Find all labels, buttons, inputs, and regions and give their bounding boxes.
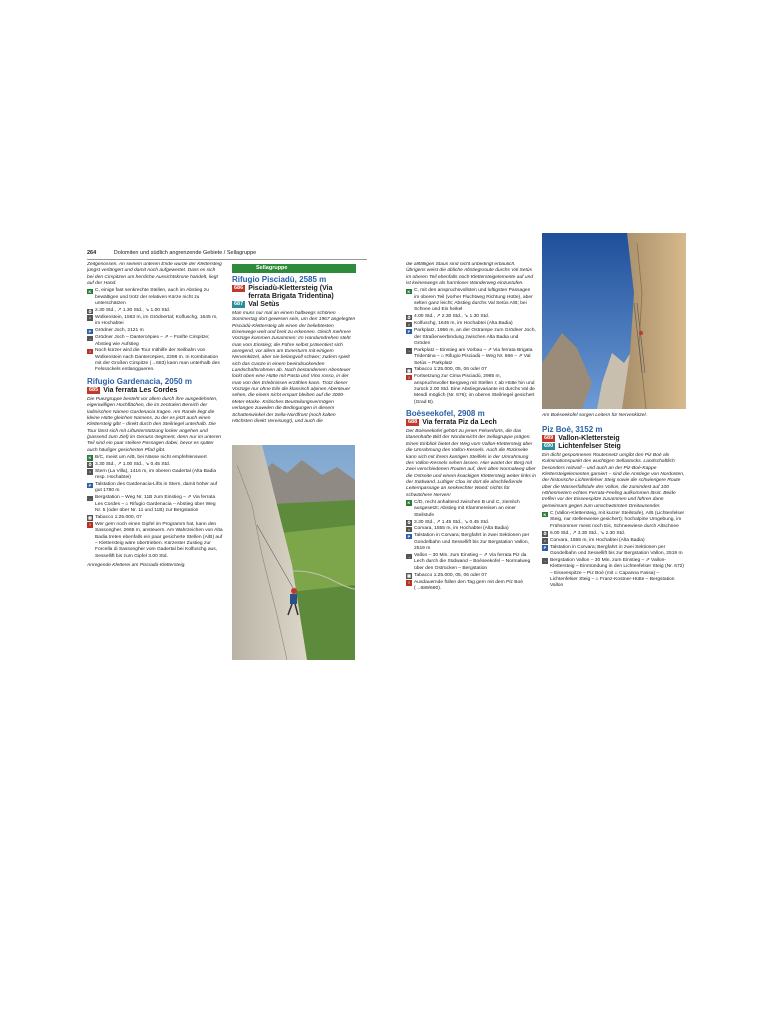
time-icon: ⏱ (407, 520, 411, 526)
map-icon: ▦ (88, 515, 92, 521)
info-map: Tabacco 1:25.000, 07 (95, 514, 142, 520)
info-route: Bergstation Vallon – 30 Min. zum Einstieg – ⇗ Vallon-Klettersteig – Einmündung in den Lichtenfelser Steig (Nr. 672) – Eisseespitze – Piz Boè (mit ⌂ Capanna Fassa) – Lichtenfelser Steig – ⌂ Franz-Kostner-Hütte – Bergstation Vallon (550, 557, 685, 589)
right-page (396, 247, 686, 667)
info-tip: Noch kürzer wird die Tour mithilfe der Seilbahn von Wolkenstein nach Dantercëpies, 2298 m. In Kombination mit der Großen Cirspitze (→683) kann man unterhalb des Felssockels entlanggueren. (95, 348, 220, 373)
time-icon: ⏱ (543, 531, 547, 537)
info-time: 3.30 Std., ↗ 1.45 Std., ↘ 0.45 Std. (414, 519, 490, 525)
route-name: Via ferrata Piz da Lech (422, 419, 497, 427)
route-number-badge: 690 (544, 443, 554, 449)
info-difficulty: B/C, meist um A/B, bei Nässe nicht empfehlenswert (95, 454, 207, 460)
info-route: Bergstation – Weg Nr. 11B zum Einstieg – ⇗ Via ferrata Les Cordes – ⌂ Rifugio Gardenacia – Abstieg über Weg Nr. 5 (oder über Nr. 11 und 11B) zur Bergstation (95, 495, 216, 514)
running-head-title: Dolomiten und südlich angrenzende Gebiete / Sellagruppe (113, 250, 257, 256)
info-parking: Grödner Joch, 2121 m (95, 328, 144, 334)
left-column-1 (87, 262, 223, 667)
info-start: Stern (La Villa), 1416 m, im oberen Gadertal (Alta Badia resp. Hochabtei) (95, 468, 217, 481)
climber-photo-image (232, 445, 355, 660)
parking-icon: P (543, 545, 547, 551)
route-name: Vallon-Klettersteig (558, 435, 620, 442)
time-icon: ⏱ (88, 308, 92, 314)
route-description: Die Puezgruppe besteht vor allem durch ihre ausgedehnten, eigenwilligen Hochflächen, die im zentralen Bereich der ladinischen Namen Gardenacia tragen. Am Rande liegt die kleine Hütte gleichen Namens, zu der es jetzt auch einen Klettersteig gibt – direkt durch den Steilriegel unterhalb. Die Tour lässt sich mit Liftunterstützung locker angehen und (passend zum Ziel) im Genuss-Segment, denn nur im unteren Teil sind ein paar steilere Passagen dabei, bevor es später auch häufiger gesicherten Pfad gibt. (87, 396, 222, 453)
tip-icon: ! (406, 580, 412, 586)
parking-icon: P (407, 533, 411, 539)
parking-icon: P (88, 482, 92, 488)
route-description: Der Boèseekofel gehört zu jenen Felsenforts, die das titanenhafte Bild der Nordansicht der Sellagruppe prägen. Einen Einblick bietet der Weg vom Vallon-Klettersteig über die Umrahmung des Vallon-Kessels. Auch die Rückseite kann sich mit ihrem kantigen Steilfels in der Umrahmung des Vallon-Kessels sehen lassen. Hier wartet der Berg mit zwei verschiedenen Routen auf, dem alten Normalweg über die Ostseite und einem knackigen Klettersteig weiter links in der Südwand. Luftiger Clou ist dort die abschließende Leiternpassage an senkrechter Wand: nichts für schwächere Nerven! (406, 429, 536, 498)
start-icon: ⌂ (88, 315, 92, 321)
route-number-badge: 689 (544, 435, 554, 441)
difficulty-icon: K (407, 500, 411, 506)
info-map: Tabacco 1:25.000, 05, 06 oder 07 (414, 572, 487, 578)
right-column-2 (542, 425, 686, 667)
route-name: Via ferrata Les Cordes (103, 386, 178, 394)
tip-icon: ! (87, 522, 93, 528)
info-route: Parkplatz – Einstieg am Vorbau – ⇗ Via ferrata Brigata Tridentina – ⌂ Rifugio Pisciadù – Weg Nr. 666 – ⇗ Val Setùs – Parkplatz (414, 347, 533, 366)
route-icon: → (88, 335, 92, 341)
route-description: Ein dicht gesponnenes Routennetz umgibt den Piz Boè als Kulminationspunkt des wuchtigen Sellastocks. Landschaftlich besonders reizvoll – und auch an der Piz-Boè-Kappe Klettersteigelementen garniert – sind die Anstiege von Nordosten, der historische Lichtenfelser Steig sowie die schwierigere Route über die Wasserfallstufe des Vallon, die zumindest auf 100 Höhenmetern echtes Ferrata-Feeling aufkommen lässt. Beide treffen vor der Eisseespitze zusammen und führen dann gemeinsam gegen zum umschwärmten Dreitausender. (542, 453, 685, 509)
photo-caption: Am Boèseekofel sorgen Leitern für Nervenkitzel. (542, 413, 647, 418)
route-icon: → (88, 495, 92, 501)
info-tip: Fortsetzung zur Cima Pisciadù, 2985 m, anspruchsvoller Bergweg mit Stellen I; ab Hütte hin und zurück 2.00 Std. Eine Abstiegsvariante ist durchs Val de Mesdì möglich (Nr. 676); im oberen Steilriegel gesichert (Grad B). (414, 374, 535, 405)
info-map: Tabacco 1:25.000, 05, 06 oder 07 (414, 367, 487, 373)
route-number-badge: 687 (234, 301, 244, 307)
info-start: Corvara, 1555 m, im Hochabtei (Alta Badia) (550, 537, 645, 543)
info-parking: Parkplatz, 1956 m, an der Ostrampe zum Grödner Joch, der Straßenverbindung zwischen Alta Badia und Gröden (414, 328, 536, 346)
route-number-badge: 688 (408, 419, 418, 426)
tip-icon: ! (87, 349, 93, 355)
hut-heading: Rifugio Pisciadù, 2585 m (232, 275, 327, 284)
map-icon: ▦ (407, 573, 411, 579)
start-icon: ⌂ (543, 538, 547, 544)
info-time: 4.00 Std., ↗ 2.30 Std., ↘ 1.30 Std. (414, 314, 490, 320)
info-time: 2.30 Std., ↗ 1.30 Std., ↘ 1.00 Std. (95, 308, 171, 313)
info-time: 3.30 Std., ↗ 1.00 Std., ↘ 0.45 Std. (95, 461, 171, 467)
route-name: Val Setùs (248, 301, 280, 308)
info-route: Vallon – 30 Min. zum Einstieg – ⇗ Via ferrata Piz da Lech durch die Südwand – Boèseekofel – Normalweg über den Ostrücken – Bergstation (414, 553, 531, 571)
hut-heading: Piz Boè, 3152 m (542, 425, 603, 434)
info-parking: Talstation in Corvara; Bergfahrt in zwei Sektionen per Gondelbahn und Sessellift bis zur Bergstation Vallon, 2519 m (550, 544, 683, 556)
route-icon: → (407, 553, 411, 559)
info-parking: Talstation in Corvara; Bergfahrt in zwei Sektionen per Gondelbahn und Sessellift bis zur Bergstation Vallon, 2519 m (414, 533, 530, 552)
route-heading (406, 419, 536, 427)
parking-icon: P (88, 328, 92, 334)
difficulty-icon: K (88, 455, 92, 461)
hut-heading: Rifugio Gardenacia, 2050 m (87, 376, 192, 386)
page-number: 264 (87, 250, 97, 256)
info-start: Kolfuschg, 1645 m, im Hochabtei (Alta Badia) (414, 321, 513, 327)
right-column-1 (406, 262, 536, 667)
parking-icon: P (407, 328, 411, 334)
running-head (87, 247, 367, 260)
start-icon: ⌂ (88, 469, 92, 475)
difficulty-icon: K (88, 288, 92, 294)
climber-photo (232, 445, 355, 660)
info-difficulty: C, mit den anspruchsvollsten und luftigsten Passagen im oberen Teil (vorher Fluchtweg Richtung Hütte), aber selten ganz leicht; Abstieg durchs Val Setùs A/B; bei Schnee und Eis heikel (414, 288, 533, 313)
route-number-badge: 685 (89, 386, 99, 393)
difficulty-icon: K (543, 511, 547, 517)
route-heading (232, 301, 356, 309)
tip-icon: ! (406, 375, 412, 381)
route-heading (232, 285, 356, 301)
route-heading (542, 443, 686, 451)
route-name: Pisciadù-Klettersteig (Via ferrata Brigata Tridentina) (248, 285, 334, 300)
start-icon: ⌂ (407, 321, 411, 327)
photo-caption: Anregende Kletterei am Pisciadù-Klettersteig. (87, 562, 186, 568)
info-parking: Talstation des Gardenacia-Lifts in Stern, damit höher auf gut 1780 m (95, 482, 218, 494)
left-column-2 (232, 264, 356, 444)
info-tip: Ausdauernde füllen den Tag gern mit dem Piz Boè (→689/690). (414, 579, 523, 591)
route-number-badge: 686 (234, 285, 244, 291)
info-route: Grödner Joch – Dantercëpies – ⇗ – Fünfte Cirspitze; Abstieg wie Aufstieg (95, 335, 210, 347)
route-description: Man muss nur mal an einem halbwegs schönen Sommertag dort gewesen sein, um den 1967 angelegten Pisciadù-Klettersteig als einen der beliebtesten Eisenwege weit und breit zu erkennen. Gleich mehrere Vorzüge kommen zusammen: Im Handumdrehen steht man vom Einstieg; die Führe selbst präsentiert sich anregend, vor allem am Exnerturm mit einigem Nervenkitzel, aber nie belangvoll schwer; zudem spielt sich das Ganze in einem beeindruckenden Landschaftsrahmen ab. Nach bestandenem Abenteuer lockt oben eine Hütte mit Pasta und Vino rosso, in der man von den Erlebnissen erzählen kann. Trotz dieser Vorzüge nur ohne Eile die klassisch alpinen Abenteuer sehen, die einem nicht erspart bleiben auf die 3000-Meter-Marke. Kritisches Beurteilungsvermögen verlangen zuweilen die Bedingungen in diesem Schattenwinkel der Sella-Nordfront (noch kalten Höchsten direkt Vereisung!), und auch die (232, 311, 356, 424)
route-icon: → (543, 558, 547, 564)
ladder-photo-image (542, 233, 686, 409)
hut-heading: Boèseekofel, 2908 m (406, 409, 485, 419)
info-difficulty: C/D, recht anhaltend zwischen B und C, ziemlich ausgesetzt; Abstieg mit Klammereisen an einer Steilstufe (414, 499, 520, 518)
intro-text: Zeitgenossen. An seinem unteren Ende wurde der Klettersteig jüngst verlängert und damit noch aufgewertet. Dass es sich bei den Cirspitzen um herrliche Aussichtskrone handelt, liegt auf der Hand. (87, 262, 222, 287)
info-difficulty: C, einige fast senkrechte Stellen, auch im Abstieg zu bewältigen und trotz der relativen Kürze nicht zu unterschätzen (95, 288, 209, 307)
route-heading (87, 387, 223, 395)
ladder-photo (542, 233, 686, 409)
time-icon: ⏱ (407, 314, 411, 320)
start-icon: ⌂ (407, 526, 411, 532)
intro-text: die allfälligen Staus sind nicht unbedingt erbaulich. Übrigens weist die übliche Abstiegsroute durchs Val Setùs im oberen Teil ebenfalls noch Klettersteigelemente auf und ist keineswegs als harmloser Wanderweg einzustufen. (406, 262, 534, 287)
info-difficulty: C (Vallon-Klettersteig, mit kurzer Steilstufe), A/B (Lichtenfelser Steig, nur stellenweise gesichert); hochalpine Umgebung, im Frühsommer meist noch Eis, Schneewiese durch Altschnee (550, 511, 685, 529)
info-tip: Wer gern noch einen Gipfel im Programm hat, kann den Sassongher, 2665 m, ansteuern. Am Wahrzeichen von Alta Badia treten ebenfalls ein paar gesicherte Stellen (A/B) auf – Klettersteig wäre übertrieben. Kürzester Zustieg zur Forcella di Sassongher vom Gadertal bei Kolfuschg aus, Sessellift bis zum Gipfel 3.00 Std. (95, 521, 223, 559)
route-name: Lichtenfelser Steig (558, 443, 621, 450)
map-icon: ▦ (407, 367, 411, 373)
route-icon: → (407, 348, 411, 354)
info-start: Corvara, 1555 m, im Hochabtei (Alta Badia) (414, 526, 509, 532)
info-start: Wolkenstein, 1563 m, im Grödnertal; Kolfuschg, 1645 m, im Hochabtei (95, 314, 218, 327)
route-heading (542, 435, 686, 443)
info-time: 6.00 Std., ↗ 3.30 Std., ↘ 2.30 Std. (550, 530, 626, 536)
difficulty-icon: K (407, 288, 411, 294)
left-page (87, 247, 385, 667)
section-bar: Sellagruppe (232, 264, 356, 273)
time-icon: ⏱ (88, 462, 92, 468)
